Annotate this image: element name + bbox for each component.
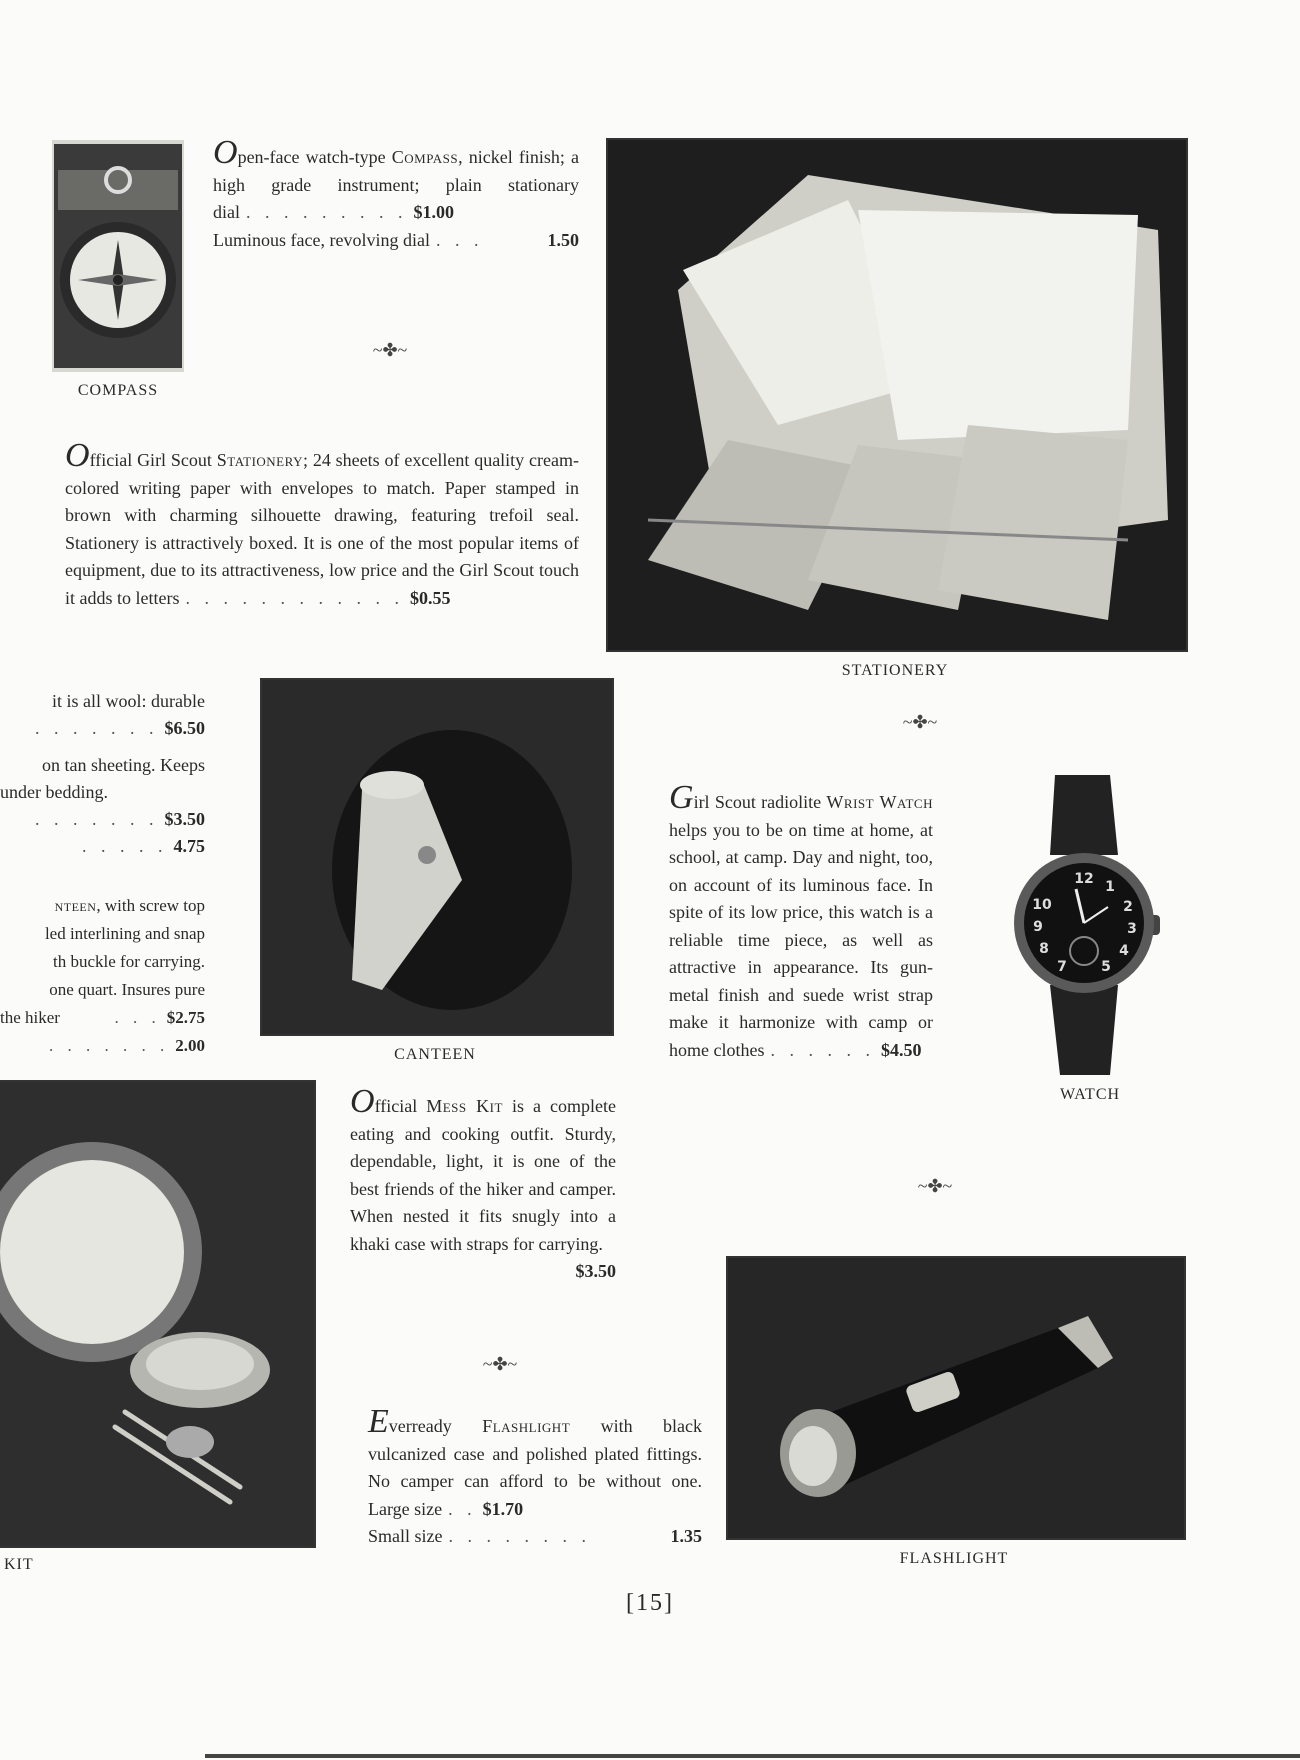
compass-price: $1.00 xyxy=(413,202,454,222)
compass-description: Open-face watch-type Compass, nickel finish; a high grade instrument; plain stationary dial . . . . . . . . . $1.00 Luminous face, revolving dial . . . 1.50 xyxy=(213,143,579,254)
ornament-divider: ~✤~ xyxy=(917,1176,953,1196)
ornament-divider: ~✤~ xyxy=(902,712,938,732)
dial-number: 2 xyxy=(1123,899,1133,915)
watch-price: $4.50 xyxy=(880,1039,922,1060)
compass-photo xyxy=(52,140,184,372)
wrist-watch-icon xyxy=(1010,775,1170,1075)
canteen-price-1: $2.75 xyxy=(166,1008,205,1027)
stationery-caption: STATIONERY xyxy=(841,662,949,679)
compass-icon xyxy=(52,140,184,372)
dial-number: 8 xyxy=(1039,941,1049,957)
stationery-photo xyxy=(606,138,1188,652)
canteen-icon xyxy=(262,680,612,1034)
watch-description: Girl Scout radiolite Wrist Watch helps you to be on time at home, at school, at camp. Day and night, too, on account of its luminous face. In spite of its low price, this watch is a reliable time piece, as well as attractive in appearance. Its gun-metal finish and suede wrist strap make it harmonize with camp or home clothes . . . . . . $4.50 xyxy=(669,779,933,1060)
messkit-dropcap: O xyxy=(350,1083,375,1120)
page-number: [15] xyxy=(626,1590,674,1616)
compass-alt-row: Luminous face, revolving dial . . . 1.50 xyxy=(213,227,579,255)
flashlight-dropcap: E xyxy=(368,1403,389,1440)
flashlight-description: Everready Flashlight with black vulcanized case and polished plated fittings. No camper can afford to be without one. Large size . . $1.70 Small size . . . . . . . . 1.35 xyxy=(368,1412,702,1551)
messkit-price: $3.50 xyxy=(575,1261,616,1281)
flashlight-icon xyxy=(728,1258,1184,1538)
flashlight-name: Flashlight xyxy=(482,1416,571,1436)
dial-number: 1 xyxy=(1105,879,1115,895)
dial-number: 4 xyxy=(1119,943,1129,959)
dial-number: 12 xyxy=(1074,871,1094,887)
compass-name: Compass xyxy=(391,147,459,167)
stationery-description: Official Girl Scout Stationery; 24 sheets of excellent quality cream-colored writing paper with envelopes to match. Paper stamped in brown with charming silhouette drawing, featuring trefoil seal. Stationery is attractively boxed. It is one of the most popular items of equipment, due to its attractiveness, low price and the Girl Scout touch it adds to letters . . . . . . . . . . . . $0.55 xyxy=(65,437,579,608)
flashlight-small-row: Small size . . . . . . . . 1.35 xyxy=(368,1523,702,1551)
messkit-photo xyxy=(0,1080,316,1548)
blanket-description-fragment: it is all wool: durable . . . . . . . $6.50 on tan sheeting. Keeps under bedding. . . . . . . . $3.50 . . . . . 4.75 xyxy=(0,688,205,860)
dial-number: 5 xyxy=(1101,959,1111,975)
messkit-caption: KIT xyxy=(4,1556,34,1573)
watch-dropcap: G xyxy=(669,779,694,816)
compass-alt-price: 1.50 xyxy=(547,229,579,250)
ornament-divider: ~✤~ xyxy=(482,1354,518,1374)
bedding-price-2: 4.75 xyxy=(173,836,205,856)
watch-name: Wrist Watch xyxy=(826,792,933,812)
stationery-box-icon xyxy=(608,140,1186,650)
messkit-name: Mess Kit xyxy=(426,1096,503,1116)
canteen-name: nteen xyxy=(54,896,97,915)
bedding-price-1: $3.50 xyxy=(164,809,205,829)
flashlight-photo xyxy=(726,1256,1186,1540)
mess-kit-icon xyxy=(0,1082,314,1546)
messkit-description: Official Mess Kit is a complete eating and cooking outfit. Sturdy, dependable, light, it is one of the best friends of the hiker and camper. When nested it fits snugly into a khaki case with straps for carrying. $3.50 xyxy=(350,1083,616,1281)
canteen-price-2: 2.00 xyxy=(175,1036,205,1055)
canteen-caption: CANTEEN xyxy=(394,1046,476,1063)
stationery-dropcap: O xyxy=(65,437,90,474)
ornament-divider: ~✤~ xyxy=(372,340,408,360)
watch-photo xyxy=(1010,775,1170,1075)
canteen-description-fragment: nteen, with screw top led interlining and snap th buckle for carrying. one quart. Insures pure the hiker . . . $2.75 . . . . . . . 2.00 xyxy=(0,892,205,1060)
dial-number: 10 xyxy=(1032,897,1052,913)
flashlight-large-price: $1.70 xyxy=(482,1498,524,1519)
watch-caption: WATCH xyxy=(1059,1086,1121,1103)
blanket-price: $6.50 xyxy=(164,718,205,738)
dial-number: 7 xyxy=(1057,959,1067,975)
flashlight-small-price: 1.35 xyxy=(670,1526,702,1546)
stationery-name: Stationery xyxy=(216,450,303,470)
flashlight-caption: FLASHLIGHT xyxy=(899,1550,1009,1567)
dial-number: 9 xyxy=(1033,919,1043,935)
dial-number: 3 xyxy=(1127,921,1137,937)
compass-caption: COMPASS xyxy=(77,382,159,399)
stationery-price: $0.55 xyxy=(409,587,451,608)
bottom-rule xyxy=(205,1754,1300,1758)
canteen-photo xyxy=(260,678,614,1036)
compass-dropcap: O xyxy=(213,134,238,171)
